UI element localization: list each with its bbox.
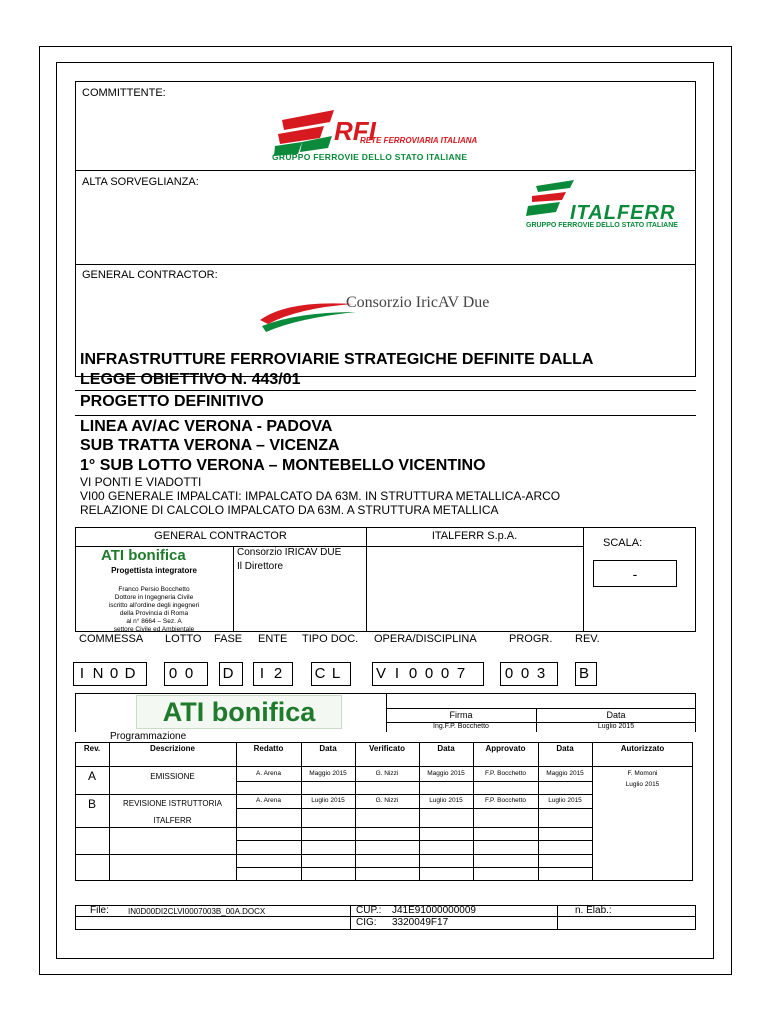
rev-row-b-redatto: A. Arena xyxy=(256,797,281,804)
ati-credential-line: Franco Persio Bocchetto xyxy=(118,586,190,593)
rev-row-a-rev: A xyxy=(87,769,96,783)
title-line-2: LEGGE OBIETTIVO N. 443/01 xyxy=(80,371,301,388)
footer-mid-line xyxy=(75,916,696,917)
rev-col-line xyxy=(355,742,356,881)
rev-subline-1 xyxy=(236,781,593,782)
rev-row-line-1 xyxy=(75,794,593,795)
italferr-group-text: GRUPPO FERROVIE DELLO STATO ITALIANE xyxy=(526,222,678,229)
rev-col-line xyxy=(538,742,539,881)
desc-line-3: RELAZIONE DI CALCOLO IMPALCATO DA 63M. A STRUTTURA METALLICA xyxy=(80,503,499,517)
code-fase xyxy=(219,662,243,686)
rev-row-b-rev: B xyxy=(87,797,96,811)
cup-label: CUP.: xyxy=(356,905,382,916)
code-char: N xyxy=(92,665,104,682)
code-char: I xyxy=(259,665,265,682)
footer-divider-2 xyxy=(557,905,558,930)
title-line-1: INFRASTRUTTURE FERROVIARIE STRATEGICHE DEFINITE DALLA xyxy=(80,351,594,368)
footer-divider-1 xyxy=(350,905,351,930)
code-char: B xyxy=(578,665,589,682)
label-rev: REV. xyxy=(575,633,600,645)
revision-table xyxy=(75,742,693,881)
ati-role: Progettista integratore xyxy=(111,566,197,575)
rfi-wordmark: RFI xyxy=(334,116,376,146)
code-char: D xyxy=(124,665,136,682)
sub-lotto-title: 1° SUB LOTTO VERONA – MONTEBELLO VICENTINO xyxy=(80,457,486,474)
general-contractor-label: GENERAL CONTRACTOR: xyxy=(82,269,218,281)
rev-row-a-verificato: G. Nizzi xyxy=(375,770,399,777)
ati-credential-line: della Provincia di Roma xyxy=(119,610,189,617)
ati-credential-line: al n° 8664 – Sez. A xyxy=(126,618,182,625)
scala-label: SCALA: xyxy=(603,537,643,549)
committente-label: COMMITTENTE: xyxy=(82,87,166,99)
code-tipo-doc xyxy=(311,662,351,686)
rev-col-line xyxy=(592,742,593,881)
label-lotto: LOTTO xyxy=(165,633,202,645)
desc-line-1: VI PONTI E VIADOTTI xyxy=(80,475,202,489)
code-commessa xyxy=(73,662,147,686)
signature-divider-v2 xyxy=(583,527,584,632)
firma-label: Firma xyxy=(449,710,473,720)
alta-sorveglianza-label: ALTA SORVEGLIANZA: xyxy=(82,176,199,188)
cup-value: J41E91000000009 xyxy=(392,905,476,916)
header-divider-2 xyxy=(75,264,696,265)
code-char: L xyxy=(331,665,341,682)
rev-row-b-descrizione: REVISIONE ISTRUTTORIA xyxy=(123,799,222,808)
italferr-logo xyxy=(524,180,694,232)
rev-row-a-autorizzato: F. Momoni xyxy=(627,770,658,777)
rev-row-b-data1: Luglio 2015 xyxy=(311,797,345,804)
swoosh-icon xyxy=(258,290,358,334)
code-char: I xyxy=(79,665,85,682)
file-label: File: xyxy=(90,905,109,916)
rfi-subtitle: RETE FERROVIARIA ITALIANA xyxy=(360,136,478,145)
data-label: Data xyxy=(606,710,626,720)
title-divider-1 xyxy=(75,390,696,391)
italferr-header: ITALFERR S.p.A. xyxy=(431,530,518,542)
cig-label: CIG: xyxy=(356,917,377,928)
desc-line-2: VI00 GENERALE IMPALCATI: IMPALCATO DA 63M. IN STRUTTURA METALLICA-ARCO xyxy=(80,489,561,503)
rev-subline-4 xyxy=(236,867,593,868)
ati-credential-line: settore Civile ed Ambientale xyxy=(113,626,195,633)
file-value: IN0D00DI2CLVI0007003B_00A.DOCX xyxy=(128,907,266,916)
label-opera: OPERA/DISCIPLINA xyxy=(374,633,477,645)
rev-header-line xyxy=(75,766,693,767)
label-progr: PROGR. xyxy=(509,633,553,645)
rev-header-rev: Rev. xyxy=(83,744,101,753)
rev-row-a-data1: Maggio 2015 xyxy=(309,770,347,777)
rev-row-line-3 xyxy=(75,854,593,855)
code-char: V xyxy=(375,665,386,682)
code-char: 0 xyxy=(440,665,450,682)
rev-row-a-descrizione: EMISSIONE xyxy=(150,772,195,781)
ati-credential-line: Dottore in Ingegneria Civile xyxy=(114,594,194,601)
header-divider-1 xyxy=(75,170,696,171)
label-tipo-doc: TIPO DOC. xyxy=(302,633,359,645)
ati-logo-small: ATI bonifica xyxy=(101,547,186,564)
rev-row-b-data2: Luglio 2015 xyxy=(429,797,463,804)
code-opera xyxy=(372,662,484,686)
italferr-wordmark: ITALFERR xyxy=(570,202,676,224)
rev-header-data: Data xyxy=(319,744,337,753)
prog-left-line xyxy=(75,693,76,732)
linea-title: LINEA AV/AC VERONA - PADOVA xyxy=(80,418,333,435)
firma-value: Ing.F.P. Bocchetto xyxy=(433,723,489,730)
code-char: C xyxy=(314,665,326,682)
rev-header-approvato: Approvato xyxy=(485,744,526,753)
code-ente xyxy=(253,662,293,686)
code-lotto xyxy=(164,662,208,686)
consorzio-role: Il Direttore xyxy=(237,561,284,572)
rev-col-line xyxy=(419,742,420,881)
rev-row-a-approvato: F.P. Bocchetto xyxy=(484,770,527,777)
code-char: 0 xyxy=(520,665,530,682)
rev-col-line xyxy=(473,742,474,881)
rev-row-b-descrizione-2: ITALFERR xyxy=(153,816,192,825)
code-char: 0 xyxy=(424,665,434,682)
rfi-group-text: GRUPPO FERROVIE DELLO STATO ITALIANE xyxy=(272,152,468,162)
ati-credentials xyxy=(75,586,233,634)
prog-firma-header-top xyxy=(386,708,696,709)
rev-header-redatto: Redatto xyxy=(253,744,284,753)
title-divider-2 xyxy=(75,415,696,416)
rev-header-autorizzato: Autorizzato xyxy=(620,744,665,753)
rev-col-line xyxy=(236,742,237,881)
consorzio-name: Consorzio IRICAV DUE xyxy=(237,547,342,558)
code-rev xyxy=(575,662,597,686)
code-char: 0 xyxy=(408,665,418,682)
signature-divider-v1 xyxy=(366,527,367,632)
rev-subline-3 xyxy=(236,840,593,841)
ati-credential-line: iscritto all'ordine degli ingegneri xyxy=(108,602,200,609)
cig-value: 3320049F17 xyxy=(392,917,449,928)
code-char: 3 xyxy=(536,665,546,682)
elab-label: n. Elab.: xyxy=(575,905,612,916)
ati-logo-large: ATI bonifica xyxy=(136,695,342,729)
progetto-title: PROGETTO DEFINITIVO xyxy=(80,393,264,410)
rev-subline-2 xyxy=(236,808,593,809)
data-value: Luglio 2015 xyxy=(597,723,635,730)
rev-col-line xyxy=(301,742,302,881)
code-char: I xyxy=(394,665,400,682)
rfi-logo xyxy=(272,108,502,164)
scala-value: - xyxy=(593,560,677,587)
sub-tratta-title: SUB TRATTA VERONA – VICENZA xyxy=(80,437,340,454)
label-commessa: COMMESSA xyxy=(79,633,144,645)
code-char: 7 xyxy=(456,665,466,682)
rev-row-line-2 xyxy=(75,827,593,828)
signature-divider-v3 xyxy=(233,546,234,632)
code-char: 0 xyxy=(504,665,514,682)
code-char: 0 xyxy=(168,665,178,682)
label-ente: ENTE xyxy=(258,633,288,645)
italferr-mark-icon xyxy=(524,180,574,220)
rev-row-a-autorizzato-date: Luglio 2015 xyxy=(625,781,660,788)
rev-col-line xyxy=(109,742,110,881)
rev-header-descrizione: Descrizione xyxy=(150,744,195,753)
rev-row-b-data3: Luglio 2015 xyxy=(548,797,582,804)
code-char: D xyxy=(222,665,234,682)
consorzio-logo xyxy=(258,290,528,334)
rev-row-b-approvato: F.P. Bocchetto xyxy=(484,797,527,804)
rev-row-a-redatto: A. Arena xyxy=(256,770,281,777)
rev-header-data: Data xyxy=(556,744,574,753)
rev-header-data: Data xyxy=(437,744,455,753)
rev-header-verificato: Verificato xyxy=(368,744,405,753)
code-progr xyxy=(500,662,558,686)
gc-header: GENERAL CONTRACTOR xyxy=(154,530,287,542)
code-char: 0 xyxy=(109,665,119,682)
label-fase: FASE xyxy=(214,633,243,645)
rev-row-b-verificato: G. Nizzi xyxy=(375,797,399,804)
rev-row-a-data2: Maggio 2015 xyxy=(427,770,465,777)
programmazione-label: Programmazione xyxy=(110,731,187,742)
consorzio-wordmark: Consorzio IricAV Due xyxy=(346,294,490,311)
code-char: 2 xyxy=(273,665,283,682)
code-char: 0 xyxy=(184,665,194,682)
rev-row-a-data3: Maggio 2015 xyxy=(546,770,584,777)
